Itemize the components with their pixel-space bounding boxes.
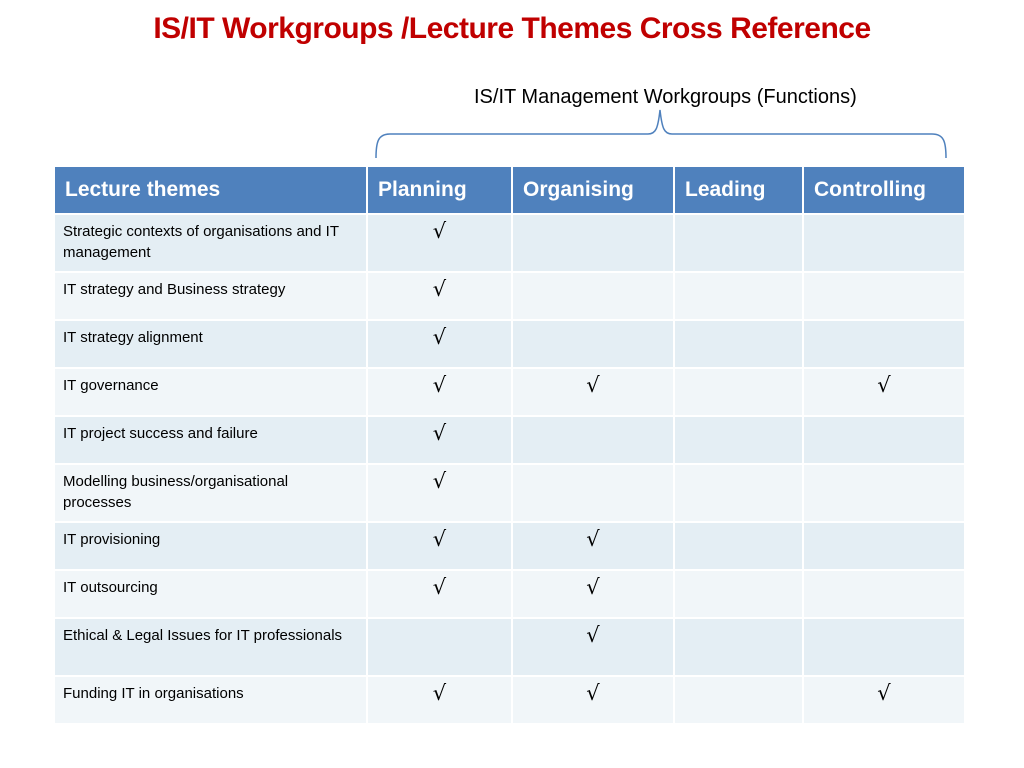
mark-organising — [512, 416, 674, 464]
header-planning: Planning — [367, 166, 512, 214]
mark-controlling — [803, 272, 965, 320]
mark-planning: √ — [367, 368, 512, 416]
mark-organising: √ — [512, 570, 674, 618]
theme-cell: IT provisioning — [54, 522, 367, 570]
theme-cell: Modelling business/organisational processes — [54, 464, 367, 522]
mark-planning: √ — [367, 570, 512, 618]
mark-organising: √ — [512, 522, 674, 570]
mark-leading — [674, 416, 803, 464]
header-leading: Leading — [674, 166, 803, 214]
mark-controlling — [803, 416, 965, 464]
mark-leading — [674, 214, 803, 272]
mark-leading — [674, 368, 803, 416]
mark-planning: √ — [367, 676, 512, 724]
table-row — [54, 368, 965, 416]
mark-controlling — [803, 570, 965, 618]
mark-leading — [674, 676, 803, 724]
mark-planning: √ — [367, 416, 512, 464]
mark-planning: √ — [367, 320, 512, 368]
header-controlling: Controlling — [803, 166, 965, 214]
mark-planning — [367, 618, 512, 676]
table-row — [54, 676, 965, 724]
mark-leading — [674, 464, 803, 522]
theme-cell: IT strategy alignment — [54, 320, 367, 368]
mark-controlling: √ — [803, 368, 965, 416]
mark-organising — [512, 272, 674, 320]
table-row — [54, 214, 965, 272]
table-row — [54, 320, 965, 368]
mark-leading — [674, 618, 803, 676]
theme-cell: Funding IT in organisations — [54, 676, 367, 724]
mark-planning: √ — [367, 522, 512, 570]
mark-controlling — [803, 522, 965, 570]
mark-leading — [674, 320, 803, 368]
table-row — [54, 570, 965, 618]
cross-reference-table-container — [53, 165, 964, 725]
theme-cell: IT outsourcing — [54, 570, 367, 618]
mark-organising — [512, 464, 674, 522]
mark-leading — [674, 272, 803, 320]
theme-cell: IT project success and failure — [54, 416, 367, 464]
table-row — [54, 464, 965, 522]
mark-organising: √ — [512, 676, 674, 724]
table-row — [54, 618, 965, 676]
table-row — [54, 522, 965, 570]
mark-controlling — [803, 618, 965, 676]
mark-organising: √ — [512, 368, 674, 416]
mark-controlling: √ — [803, 676, 965, 724]
theme-cell: Strategic contexts of organisations and IT management — [54, 214, 367, 272]
cross-reference-table — [53, 165, 966, 725]
mark-controlling — [803, 320, 965, 368]
mark-controlling — [803, 464, 965, 522]
slide-title: IS/IT Workgroups /Lecture Themes Cross Reference — [153, 12, 871, 45]
mark-organising — [512, 214, 674, 272]
curly-brace-icon — [372, 106, 952, 162]
mark-planning: √ — [367, 272, 512, 320]
theme-cell: IT strategy and Business strategy — [54, 272, 367, 320]
mark-controlling — [803, 214, 965, 272]
mark-planning: √ — [367, 464, 512, 522]
mark-leading — [674, 570, 803, 618]
mark-leading — [674, 522, 803, 570]
header-organising: Organising — [512, 166, 674, 214]
mark-planning: √ — [367, 214, 512, 272]
theme-cell: Ethical & Legal Issues for IT professionals — [54, 618, 367, 676]
mark-organising: √ — [512, 618, 674, 676]
mark-organising — [512, 320, 674, 368]
header-lecture-themes: Lecture themes — [54, 166, 367, 214]
table-header-row — [54, 166, 965, 214]
table-row — [54, 272, 965, 320]
workgroups-label: IS/IT Management Workgroups (Functions) — [474, 86, 857, 108]
theme-cell: IT governance — [54, 368, 367, 416]
table-row — [54, 416, 965, 464]
